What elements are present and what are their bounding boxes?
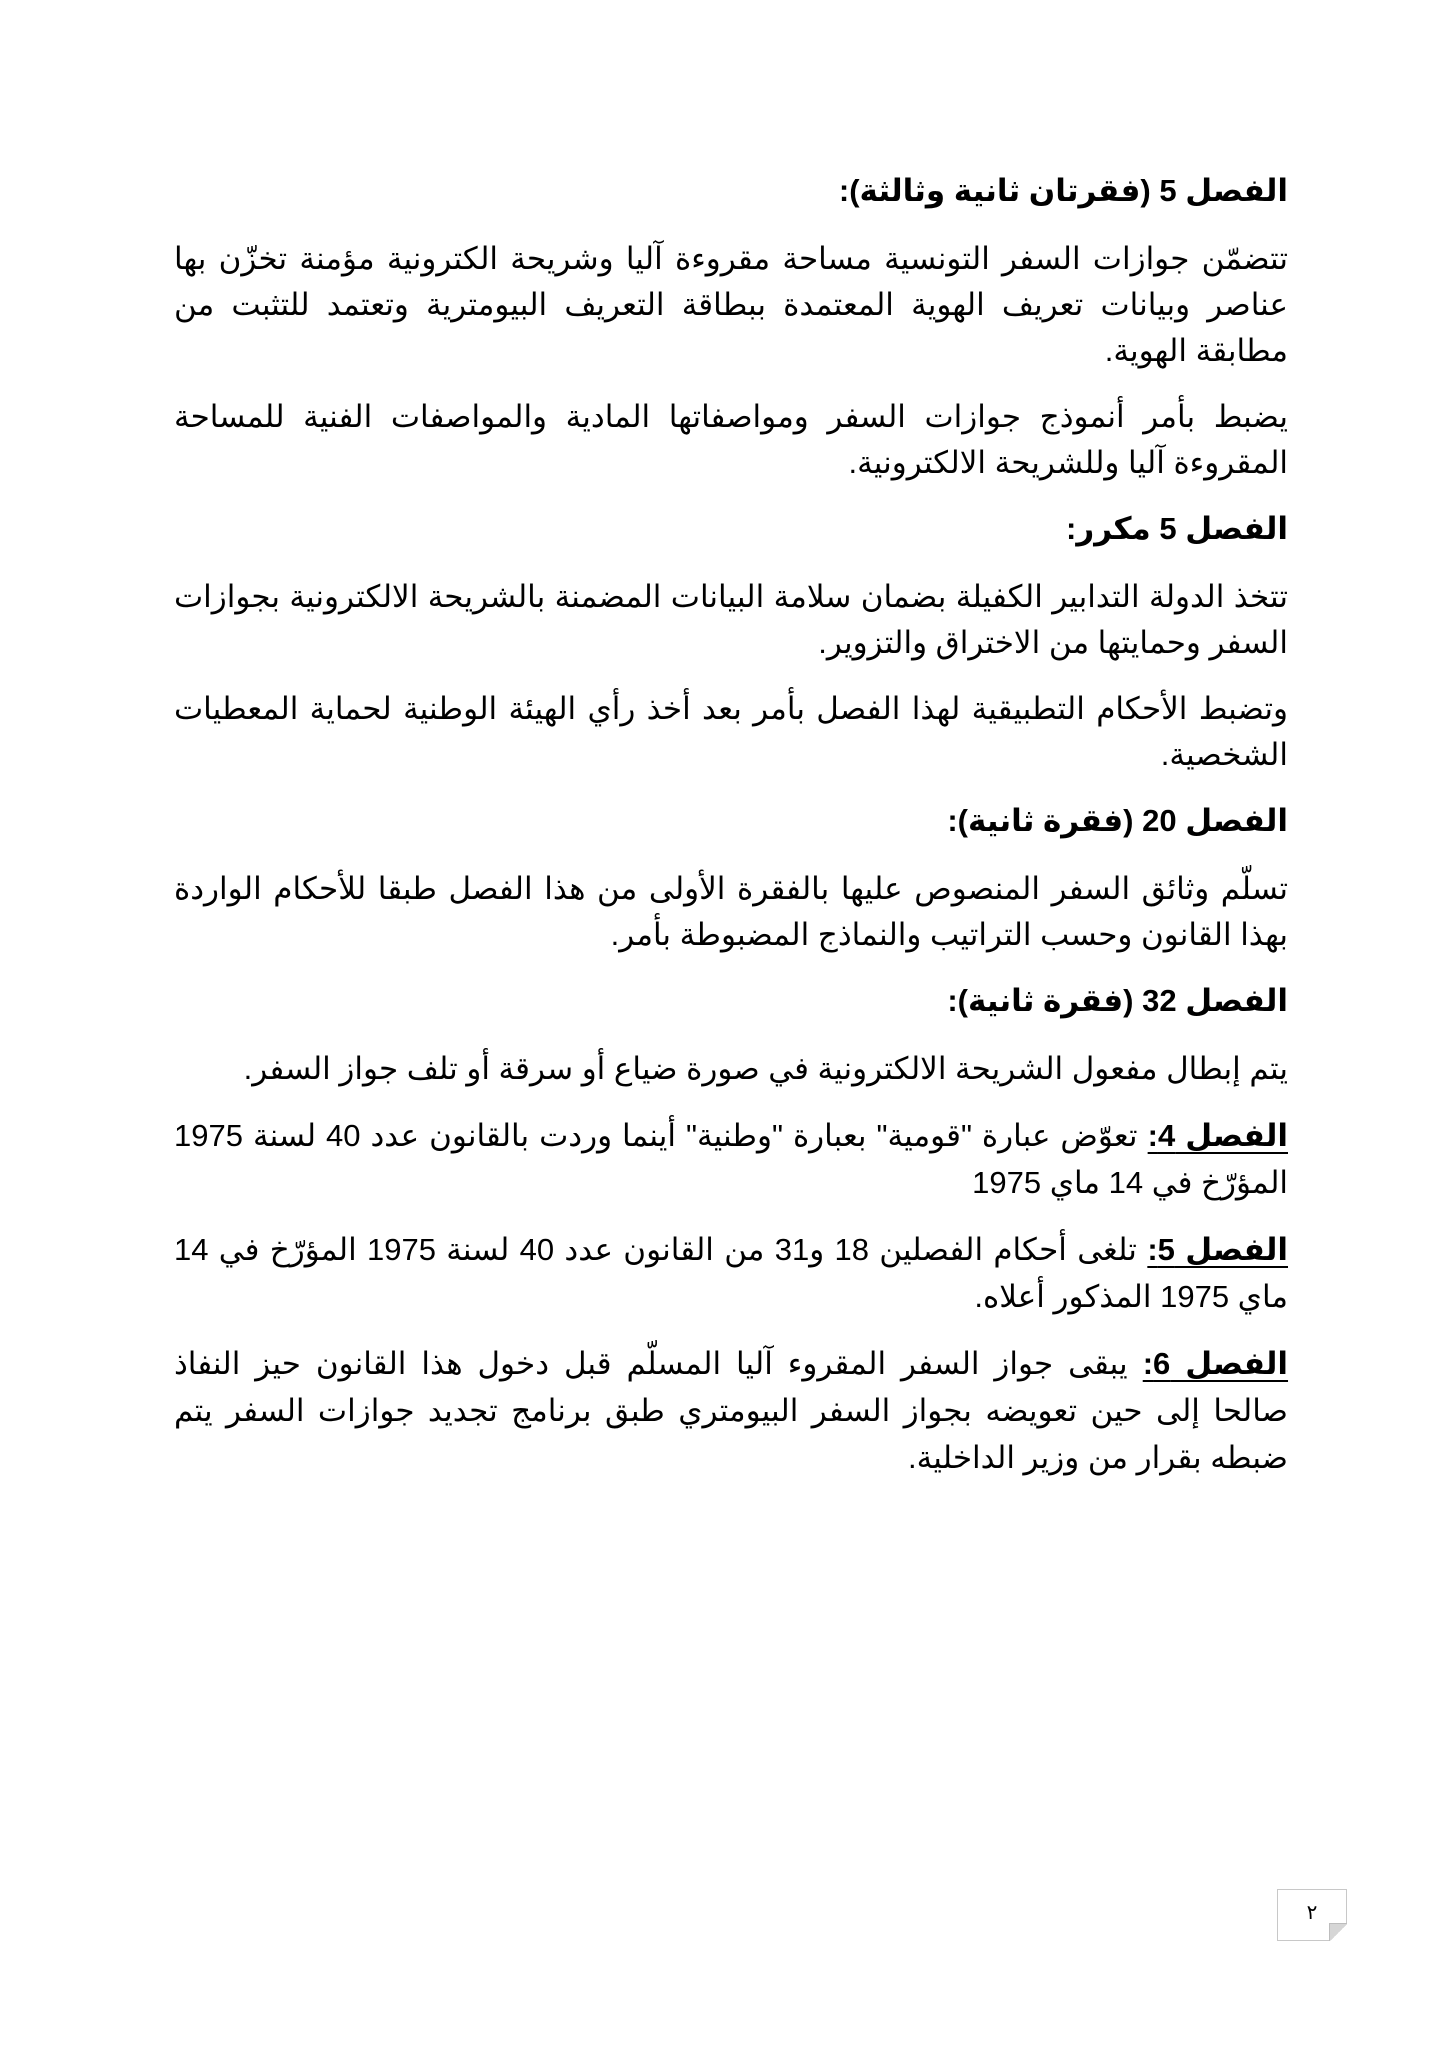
section-article-20-paragraph-2 bbox=[174, 798, 1288, 958]
article-label: الفصل 5: bbox=[1147, 1232, 1288, 1267]
section-paragraph: وتضبط الأحكام التطبيقية لهذا الفصل بأمر بعد أخذ رأي الهيئة الوطنية لحماية المعطيات الشخصية. bbox=[174, 691, 1288, 772]
folded-page-icon bbox=[1277, 1889, 1347, 1941]
article-label: الفصل 6: bbox=[1142, 1346, 1289, 1381]
section-paragraph: يتم إبطال مفعول الشريحة الالكترونية في صورة ضياع أو سرقة أو تلف جواز السفر. bbox=[243, 1051, 1288, 1086]
section-heading: الفصل 20 (فقرة ثانية): bbox=[947, 803, 1288, 838]
section-paragraph: تتخذ الدولة التدابير الكفيلة بضمان سلامة البيانات المضمنة بالشريحة الالكترونية بجوازات السفر وحمايتها من الاختراق والتزوير. bbox=[174, 579, 1288, 660]
section-paragraph: يضبط بأمر أنموذج جوازات السفر ومواصفاتها المادية والمواصفات الفنية للمساحة المقروءة آليا وللشريحة الالكترونية. bbox=[174, 399, 1288, 480]
section-heading: الفصل 32 (فقرة ثانية): bbox=[947, 983, 1288, 1018]
article-label: الفصل 4: bbox=[1147, 1118, 1288, 1153]
section-paragraph: تسلّم وثائق السفر المنصوص عليها بالفقرة الأولى من هذا الفصل طبقا للأحكام الواردة بهذا القانون وحسب التراتيب والنماذج المضبوطة بأمر. bbox=[174, 871, 1288, 952]
page-curl-icon bbox=[1329, 1923, 1347, 1941]
article-text: يبقى جواز السفر المقروء آليا المسلّم قبل دخول هذا القانون حيز النفاذ صالحا إلى حين تعويضه بجواز السفر البيومتري طبق برنامج تجديد جوازات السفر يتم ضبطه بقرار من وزير الداخلية. bbox=[174, 1346, 1288, 1475]
section-article-32-paragraph-2 bbox=[174, 978, 1288, 1092]
document-body bbox=[174, 168, 1288, 1501]
section-heading: الفصل 5 مكرر: bbox=[1066, 511, 1288, 546]
article-text: تعوّض عبارة "قومية" بعبارة "وطنية" أينما وردت بالقانون عدد 40 لسنة 1975 المؤرّخ في 14 ماي 1975 bbox=[174, 1118, 1288, 1200]
article-4 bbox=[174, 1112, 1288, 1206]
section-paragraph: تتضمّن جوازات السفر التونسية مساحة مقروءة آليا وشريحة الكترونية مؤمنة تخزّن بها عناصر وبيانات تعريف الهوية المعتمدة ببطاقة التعريف البيومترية وتعتمد للتثبت من مطابقة الهوية. bbox=[174, 241, 1288, 368]
article-text: تلغى أحكام الفصلين 18 و31 من القانون عدد 40 لسنة 1975 المؤرّخ في 14 ماي 1975 المذكور أعلاه. bbox=[174, 1232, 1288, 1314]
page-number: ٢ bbox=[1306, 1902, 1318, 1924]
section-article-5-paragraphs-2-3 bbox=[174, 168, 1288, 486]
section-article-5-bis bbox=[174, 506, 1288, 778]
article-6 bbox=[174, 1340, 1288, 1481]
section-heading: الفصل 5 (فقرتان ثانية وثالثة): bbox=[838, 173, 1288, 208]
article-5 bbox=[174, 1226, 1288, 1320]
